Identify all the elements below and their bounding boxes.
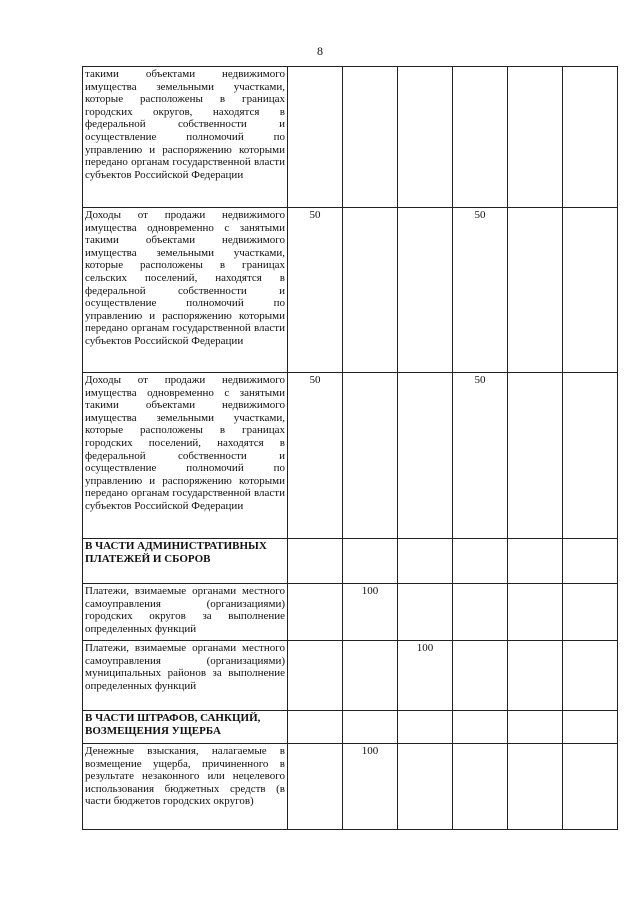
row-description: Доходы от продажи недвижимого имущества одновременно с занятыми такими объектами недвижимого имущества земельными участками, которые расположены в границах городских поселений, находятся в федеральной собственности и осуществление полномочий по управлению и распоряжению которыми передано органам государственной власти субъектов Российской Федерации bbox=[83, 373, 288, 539]
row-description: Денежные взыскания, налагаемые в возмещение ущерба, причиненного в результате незаконного или нецелевого использования бюджетных средств (в части бюджетов городских округов) bbox=[83, 744, 288, 830]
page-number: 8 bbox=[317, 44, 323, 58]
row-description: Платежи, взимаемые органами местного самоуправления (организациями) городских округов за выполнение определенных функций bbox=[83, 584, 288, 641]
value-cell bbox=[398, 208, 453, 373]
value-cell: 50 bbox=[453, 208, 508, 373]
value-cell bbox=[288, 67, 343, 208]
value-cell: 100 bbox=[398, 641, 453, 711]
value-cell bbox=[508, 373, 563, 539]
value-cell bbox=[453, 67, 508, 208]
value-cell bbox=[343, 67, 398, 208]
section-title: В ЧАСТИ ШТРАФОВ, САНКЦИЙ, ВОЗМЕЩЕНИЯ УЩЕРБА bbox=[83, 711, 288, 744]
table-row bbox=[83, 67, 618, 208]
value-cell bbox=[508, 744, 563, 830]
table-row bbox=[83, 584, 618, 641]
value-cell bbox=[508, 208, 563, 373]
value-cell bbox=[453, 711, 508, 744]
value-cell bbox=[343, 711, 398, 744]
value-cell: 50 bbox=[453, 373, 508, 539]
value-cell bbox=[288, 584, 343, 641]
section-header-row bbox=[83, 711, 618, 744]
value-cell bbox=[453, 539, 508, 584]
value-cell bbox=[343, 373, 398, 539]
value-cell bbox=[453, 584, 508, 641]
value-cell bbox=[563, 208, 618, 373]
table-row bbox=[83, 744, 618, 830]
section-title: В ЧАСТИ АДМИНИСТРАТИВНЫХ ПЛАТЕЖЕЙ И СБОРОВ bbox=[83, 539, 288, 584]
value-cell bbox=[398, 711, 453, 744]
value-cell bbox=[453, 744, 508, 830]
value-cell bbox=[288, 641, 343, 711]
value-cell bbox=[343, 539, 398, 584]
value-cell: 50 bbox=[288, 208, 343, 373]
value-cell bbox=[343, 641, 398, 711]
table-row bbox=[83, 208, 618, 373]
value-cell bbox=[563, 711, 618, 744]
value-cell bbox=[508, 67, 563, 208]
value-cell bbox=[563, 584, 618, 641]
value-cell bbox=[288, 711, 343, 744]
value-cell bbox=[563, 539, 618, 584]
value-cell bbox=[563, 67, 618, 208]
value-cell: 50 bbox=[288, 373, 343, 539]
value-cell bbox=[508, 539, 563, 584]
budget-distribution-table bbox=[82, 66, 618, 830]
value-cell bbox=[288, 744, 343, 830]
value-cell bbox=[508, 711, 563, 744]
row-description: такими объектами недвижимого имущества земельными участками, которые расположены в границах городских округов, находятся в федеральной собственности и осуществление полномочий по управлению и распоряжению которыми передано органам государственной власти субъектов Российской Федерации bbox=[83, 67, 288, 208]
table-row bbox=[83, 641, 618, 711]
value-cell bbox=[563, 744, 618, 830]
row-description: Платежи, взимаемые органами местного самоуправления (организациями) муниципальных районов за выполнение определенных функций bbox=[83, 641, 288, 711]
value-cell bbox=[288, 539, 343, 584]
value-cell bbox=[398, 373, 453, 539]
section-header-row bbox=[83, 539, 618, 584]
value-cell bbox=[343, 208, 398, 373]
value-cell bbox=[398, 584, 453, 641]
row-description: Доходы от продажи недвижимого имущества одновременно с занятыми такими объектами недвижимого имущества земельными участками, которые расположены в границах сельских поселений, находятся в федеральной собственности и осуществление полномочий по управлению и распоряжению которыми передано органам государственной власти субъектов Российской Федерации bbox=[83, 208, 288, 373]
value-cell bbox=[563, 373, 618, 539]
value-cell: 100 bbox=[343, 584, 398, 641]
value-cell bbox=[398, 67, 453, 208]
value-cell bbox=[563, 641, 618, 711]
value-cell bbox=[508, 584, 563, 641]
value-cell: 100 bbox=[343, 744, 398, 830]
value-cell bbox=[453, 641, 508, 711]
value-cell bbox=[398, 744, 453, 830]
table-row bbox=[83, 373, 618, 539]
value-cell bbox=[398, 539, 453, 584]
value-cell bbox=[508, 641, 563, 711]
